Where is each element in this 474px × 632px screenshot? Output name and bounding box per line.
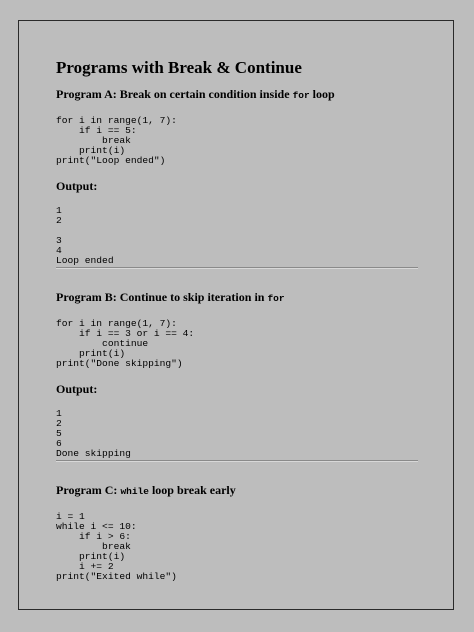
program-a-output: 1 2 3 4 Loop ended [56,205,114,266]
program-b-heading [56,289,418,307]
program-b-output: 1 2 5 6 Done skipping [56,408,131,459]
program-a-heading [56,86,418,104]
program-b-heading-text: Program B: Continue to skip iteration in [56,290,268,304]
program-a-heading-text: Program A: Break on certain condition inside [56,87,293,101]
program-c-heading-suffix: loop break early [148,483,236,497]
program-a-output-label: Output: [56,179,98,193]
program-a-section [56,86,418,269]
program-a-heading-keyword: for [292,90,310,101]
program-a-heading-suffix: loop [309,87,335,101]
page-title: Programs with Break & Continue [56,58,302,77]
program-c-heading [56,482,418,500]
program-b-output-label: Output: [56,382,98,396]
program-b-code: for i in range(1, 7): if i == 3 or i == 4: continue print(i) print("Done skipping") [56,318,195,369]
program-b-section [56,289,418,462]
program-a-code: for i in range(1, 7): if i == 5: break print(i) print("Loop ended") [56,115,177,166]
document-content [56,57,418,582]
program-c-heading-text: Program C: [56,483,121,497]
program-b-divider [56,460,418,462]
program-c-section [56,482,418,582]
program-c-code: i = 1 while i <= 10: if i > 6: break print(i) i += 2 print("Exited while") [56,511,177,582]
program-b-heading-keyword: for [267,293,285,304]
program-a-divider [56,267,418,269]
program-c-heading-keyword: while [120,486,149,497]
document-page [18,20,454,610]
